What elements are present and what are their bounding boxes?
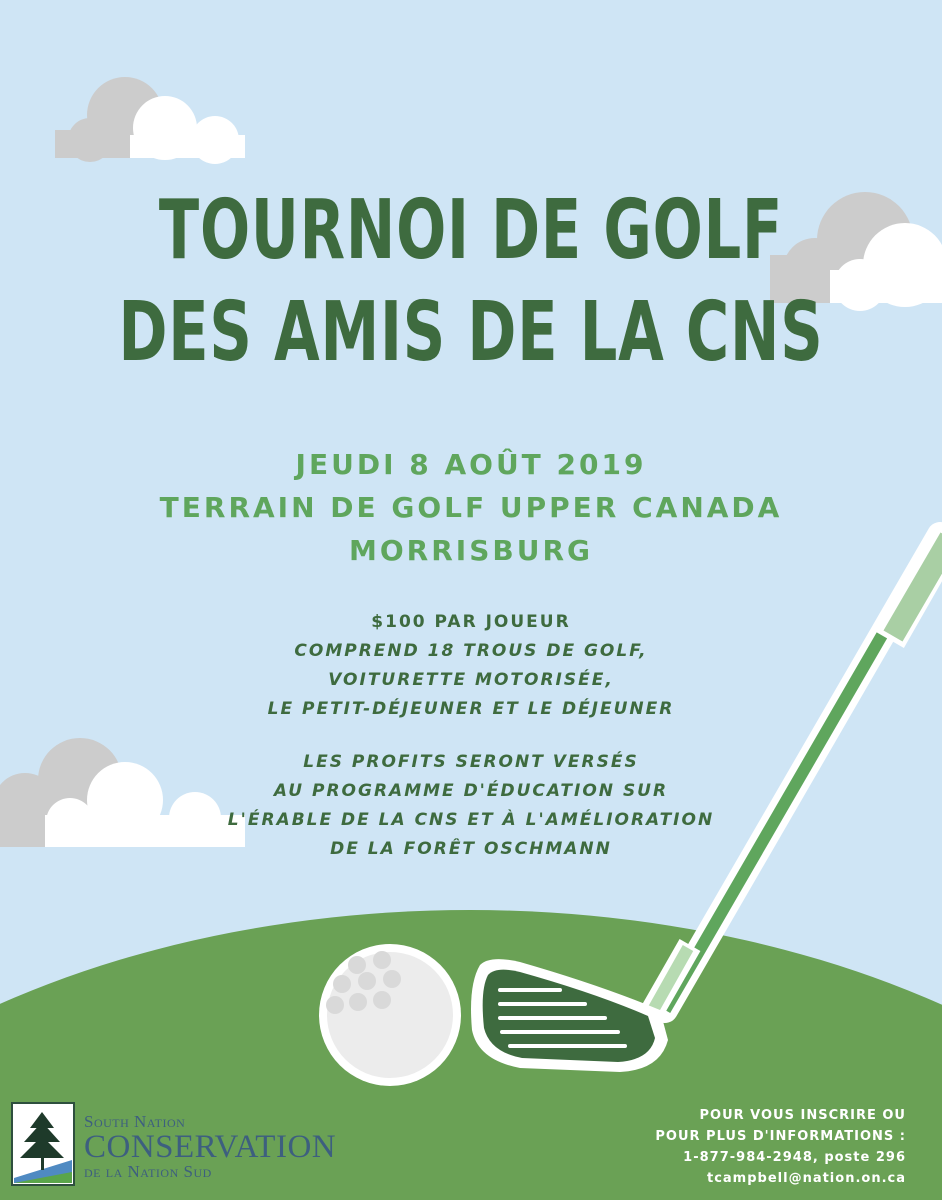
profits-line: AU PROGRAMME D'ÉDUCATION SUR [273, 781, 669, 801]
profits-block [0, 748, 942, 864]
contact-line2: POUR PLUS D'INFORMATIONS : [655, 1129, 906, 1144]
contact-email[interactable]: tcampbell@nation.on.ca [706, 1171, 906, 1186]
event-date: JEUDI 8 AOÛT 2019 [295, 448, 647, 481]
page-title-line1: TOURNOI DE GOLF [158, 183, 784, 278]
page-title-line2: DES AMIS DE LA CNS [118, 285, 824, 380]
logo-line3: de la Nation Sud [84, 1162, 212, 1181]
profits-line: L'ÉRABLE DE LA CNS ET À L'AMÉLIORATION [227, 810, 715, 830]
event-venue: TERRAIN DE GOLF UPPER CANADA [159, 491, 783, 524]
profits-line: DE LA FORÊT OSCHMANN [330, 839, 612, 859]
includes-line: LE PETIT-DÉJEUNER ET LE DÉJEUNER [267, 699, 675, 719]
profits-line: LES PROFITS SERONT VERSÉS [303, 752, 639, 772]
organization-logo [84, 1112, 336, 1182]
contact-phone: 1-877-984-2948, poste 296 [683, 1150, 906, 1165]
details-block [0, 608, 942, 724]
logo-line2: CONSERVATION [84, 1129, 337, 1165]
cloud-top-left-icon [55, 77, 245, 164]
contact-block [655, 1105, 906, 1189]
logo-line1: South Nation [84, 1112, 186, 1131]
contact-line1: POUR VOUS INSCRIRE OU [699, 1108, 906, 1123]
includes-line: VOITURETTE MOTORISÉE, [328, 670, 614, 690]
price-text: $100 PAR JOUEUR [371, 612, 571, 632]
includes-line: COMPREND 18 TROUS DE GOLF, [294, 641, 648, 661]
event-city: MORRISBURG [349, 534, 593, 567]
tree-logo-icon [12, 1103, 74, 1185]
golf-ball-icon [319, 944, 461, 1086]
